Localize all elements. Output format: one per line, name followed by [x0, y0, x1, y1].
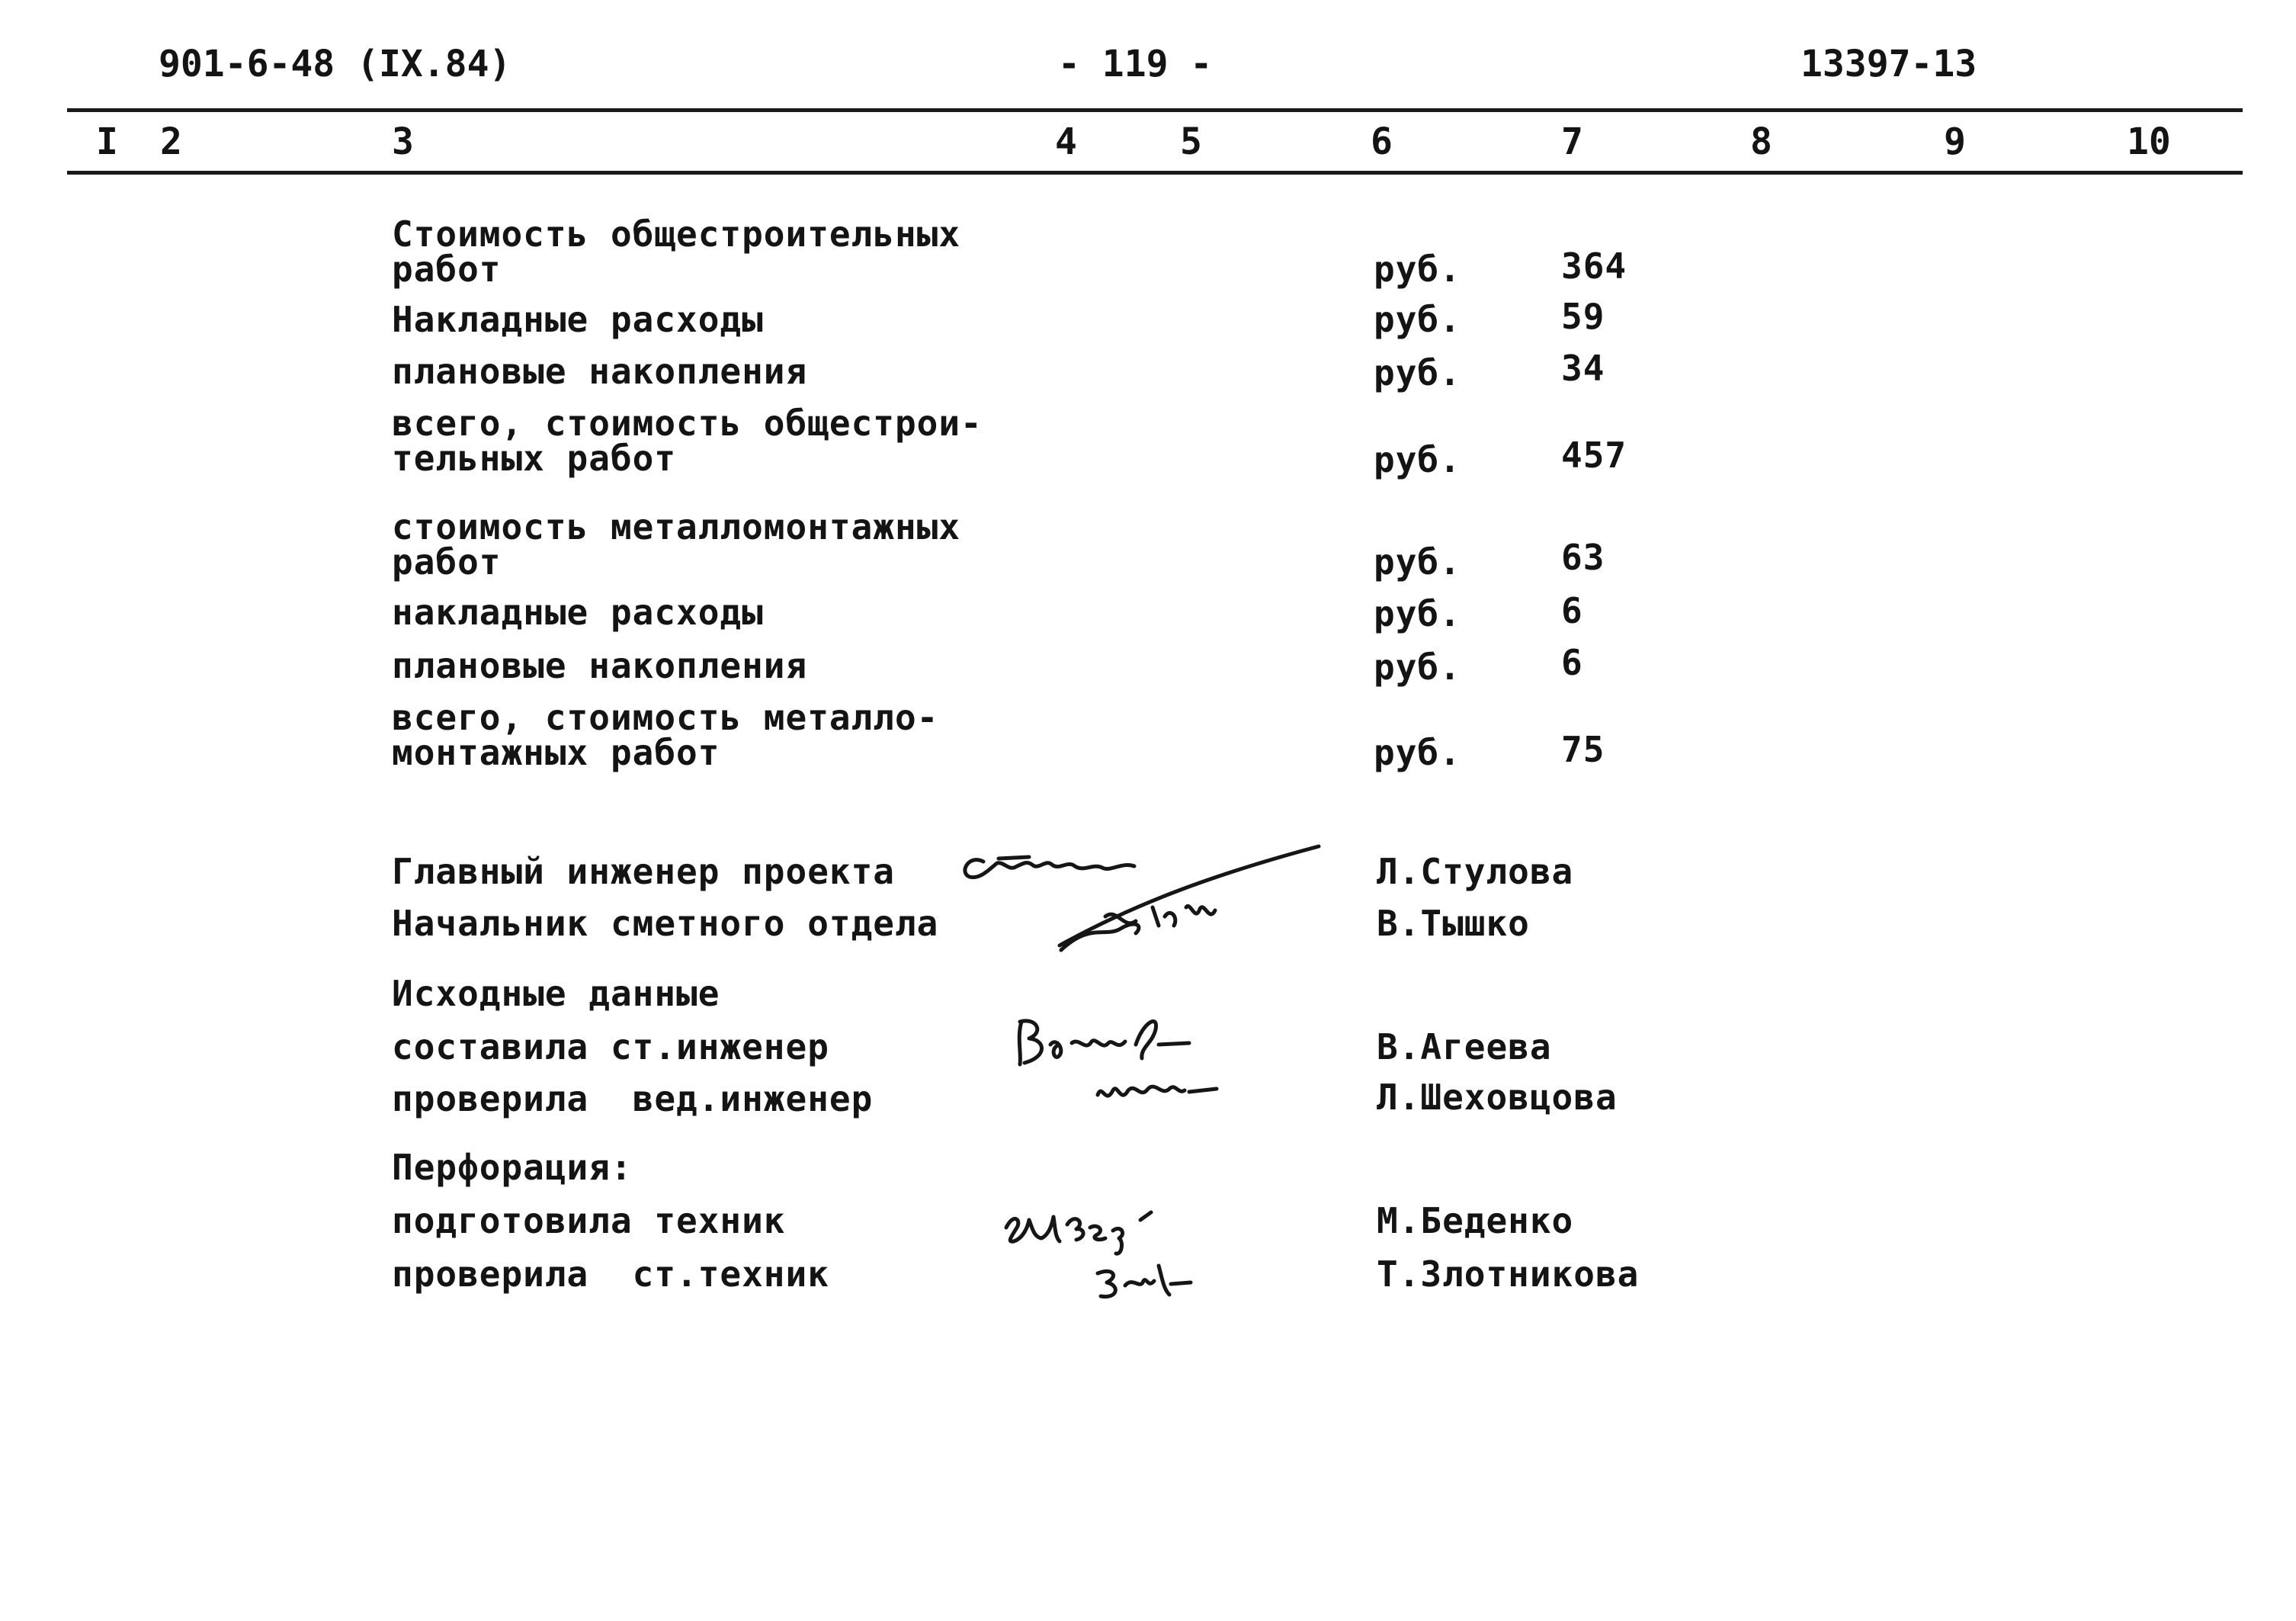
column-number: 2: [160, 120, 182, 163]
signature-role: подготовила техник: [392, 1200, 786, 1241]
cost-row-value: 59: [1561, 296, 1605, 337]
cost-row-description: Стоимость общестроительных работ: [392, 213, 961, 290]
cost-row-description: стоимость металломонтажных работ: [392, 506, 961, 583]
cost-row-value: 6: [1561, 590, 1583, 631]
cost-row-unit: руб.: [1374, 249, 1461, 290]
signature-role: проверила ст.техник: [392, 1253, 829, 1295]
handwritten-signature: [953, 831, 1334, 984]
cost-row-value: 364: [1561, 246, 1627, 287]
cost-row-unit: руб.: [1374, 299, 1461, 340]
cost-row-description: всего, стоимость общестрои- тельных работ: [392, 403, 983, 479]
document-code: 901-6-48 (IX.84): [159, 43, 511, 85]
signatory-name: В.Тышко: [1377, 903, 1530, 944]
column-number: 6: [1371, 120, 1393, 163]
signature-role: проверила вед.инженер: [392, 1078, 874, 1119]
signature-role: составила ст.инженер: [392, 1026, 829, 1067]
column-number: 8: [1750, 120, 1772, 163]
column-number: I: [96, 120, 118, 163]
cost-row-value: 457: [1561, 435, 1627, 476]
top-rule: [67, 108, 2243, 112]
column-number: 10: [2127, 120, 2171, 163]
column-number: 7: [1561, 120, 1583, 163]
cost-row-value: 75: [1561, 729, 1605, 770]
header-bottom-rule: [67, 171, 2243, 175]
cost-row-unit: руб.: [1374, 647, 1461, 688]
document-id: 13397-13: [1801, 43, 1977, 85]
cost-row-description: всего, стоимость металло- монтажных работ: [392, 697, 939, 773]
column-number: 3: [392, 120, 414, 163]
cost-row-value: 34: [1561, 348, 1605, 389]
page-number: - 119 -: [1058, 43, 1213, 85]
cost-row-value: 63: [1561, 537, 1605, 578]
signatory-name: М.Беденко: [1377, 1200, 1574, 1241]
cost-row-unit: руб.: [1374, 541, 1461, 583]
cost-row-description: накладные расходы: [392, 592, 764, 633]
signatory-name: Т.Злотникова: [1377, 1253, 1640, 1295]
cost-row-unit: руб.: [1374, 732, 1461, 773]
signature-role: Начальник сметного отдела: [392, 903, 939, 944]
column-number: 5: [1180, 120, 1202, 163]
cost-row-unit: руб.: [1374, 593, 1461, 634]
cost-row-description: Накладные расходы: [392, 299, 764, 340]
signature-section-heading: Исходные данные: [392, 973, 720, 1014]
column-number: 9: [1944, 120, 1966, 163]
column-number: 4: [1055, 120, 1077, 163]
cost-row-description: плановые накопления: [392, 351, 808, 392]
signatory-name: Л.Стулова: [1377, 851, 1574, 892]
handwritten-signature: [991, 1182, 1265, 1319]
signatory-name: В.Агеева: [1377, 1026, 1552, 1067]
cost-row-value: 6: [1561, 642, 1583, 683]
cost-row-description: плановые накопления: [392, 645, 808, 686]
signature-role: Главный инженер проекта: [392, 851, 895, 892]
signature-section-heading: Перфорация:: [392, 1147, 633, 1188]
handwritten-signature: [1006, 1006, 1265, 1128]
signatory-name: Л.Шеховцова: [1377, 1077, 1618, 1118]
cost-row-unit: руб.: [1374, 439, 1461, 480]
cost-row-unit: руб.: [1374, 352, 1461, 393]
